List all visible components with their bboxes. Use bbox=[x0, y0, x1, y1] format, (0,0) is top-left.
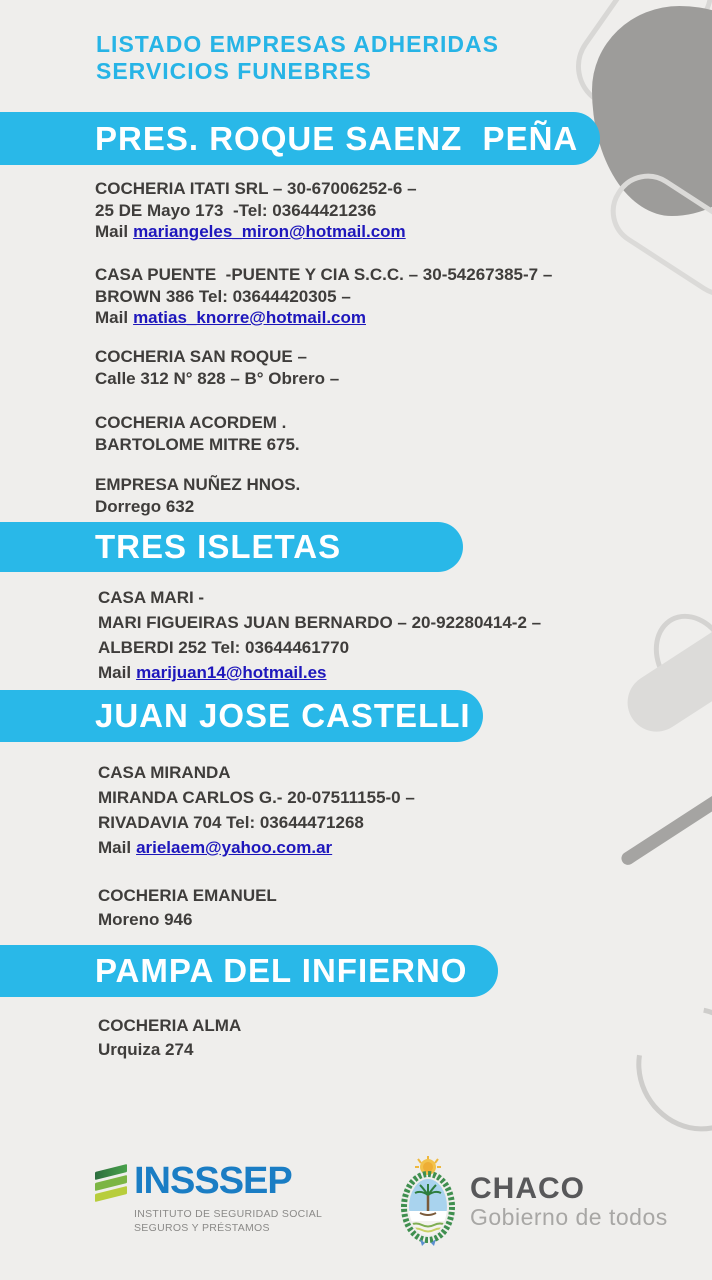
company-line: CASA MARI - bbox=[98, 588, 205, 607]
company-mail-line bbox=[95, 307, 552, 329]
mail-label: Mail bbox=[95, 222, 129, 241]
company-line: COCHERIA ALMA bbox=[98, 1016, 242, 1035]
email-link[interactable]: marijuan14@hotmail.es bbox=[136, 663, 327, 682]
email-link[interactable]: arielaem@yahoo.com.ar bbox=[136, 838, 333, 857]
company-line: COCHERIA EMANUEL bbox=[98, 886, 277, 905]
city-banner-label: JUAN JOSE CASTELLI bbox=[95, 697, 471, 734]
company-line: COCHERIA ITATI SRL – 30-67006252-6 – bbox=[95, 179, 417, 198]
company-entry-cocheria-acordem bbox=[95, 412, 300, 455]
inssep-wordmark: INSSSEP bbox=[134, 1160, 292, 1202]
company-line: Dorrego 632 bbox=[95, 496, 195, 516]
company-line: CASA MIRANDA bbox=[98, 763, 231, 782]
company-line: BARTOLOME MITRE 675. bbox=[95, 434, 300, 454]
city-banner-pampa-del-infierno bbox=[0, 945, 498, 997]
company-line: COCHERIA ACORDEM . bbox=[95, 413, 287, 432]
mail-label: Mail bbox=[98, 663, 132, 682]
company-line: 25 DE Mayo 173 -Tel: 03644421236 bbox=[95, 200, 377, 220]
company-mail-line bbox=[98, 835, 415, 860]
chaco-logo bbox=[400, 1155, 668, 1247]
chaco-tagline: Gobierno de todos bbox=[470, 1203, 668, 1230]
decor-gray-blob-icon bbox=[592, 6, 712, 216]
city-banner-juan-jose-castelli bbox=[0, 690, 483, 742]
company-entry-casa-miranda bbox=[98, 760, 415, 860]
chaco-text bbox=[470, 1173, 668, 1230]
company-line: MARI FIGUEIRAS JUAN BERNARDO – 20-92280414-2 – bbox=[98, 613, 542, 632]
company-mail-line bbox=[98, 660, 541, 685]
inssep-subtitle bbox=[134, 1207, 322, 1235]
decor-hook-outline-icon bbox=[612, 983, 712, 1156]
mail-label: Mail bbox=[95, 308, 129, 327]
city-banner-label: TRES ISLETAS bbox=[95, 528, 342, 565]
decor-outline-capsule-top-icon bbox=[559, 0, 712, 126]
inssep-stripes-icon bbox=[95, 1168, 127, 1201]
decor-filled-capsule-icon bbox=[616, 611, 712, 742]
decor-diagonal-bar-icon bbox=[619, 786, 712, 868]
company-entry-cocheria-san-roque bbox=[95, 346, 339, 389]
company-line: COCHERIA SAN ROQUE – bbox=[95, 347, 307, 366]
company-entry-cocheria-emanuel bbox=[98, 884, 277, 932]
company-entry-casa-puente bbox=[95, 264, 552, 329]
company-line: CASA PUENTE -PUENTE Y CIA S.C.C. – 30-54267385-7 – bbox=[95, 265, 553, 284]
page-title-line2: SERVICIOS FUNEBRES bbox=[96, 58, 372, 84]
decor-ring-icon bbox=[639, 600, 712, 713]
city-banner-tres-isletas bbox=[0, 522, 463, 572]
company-line: Urquiza 274 bbox=[98, 1040, 194, 1059]
company-line: MIRANDA CARLOS G.- 20-07511155-0 – bbox=[98, 788, 415, 807]
page-title bbox=[96, 31, 499, 85]
company-line: Moreno 946 bbox=[98, 910, 193, 929]
company-mail-line bbox=[95, 221, 417, 243]
company-line: ALBERDI 252 Tel: 03644461770 bbox=[98, 638, 350, 657]
company-entry-cocheria-itati bbox=[95, 178, 417, 243]
inssep-logo bbox=[95, 1162, 322, 1235]
city-banner-label: PAMPA DEL INFIERNO bbox=[95, 952, 468, 989]
page-title-line1: LISTADO EMPRESAS ADHERIDAS bbox=[96, 31, 499, 57]
chaco-wordmark: CHACO bbox=[470, 1171, 585, 1205]
company-entry-empresa-nunez bbox=[95, 474, 300, 517]
company-line: EMPRESA NUÑEZ HNOS. bbox=[95, 475, 301, 494]
city-banner-label: PRES. ROQUE SAENZ PEÑA bbox=[95, 119, 579, 157]
chaco-crest-icon bbox=[400, 1155, 456, 1247]
mail-label: Mail bbox=[98, 838, 132, 857]
company-line: Calle 312 N° 828 – B° Obrero – bbox=[95, 368, 340, 388]
company-line: BROWN 386 Tel: 03644420305 – bbox=[95, 286, 351, 306]
inssep-subtitle-line2: SEGUROS Y PRÉSTAMOS bbox=[134, 1222, 270, 1234]
city-banner-pres-roque-saenz-pena bbox=[0, 112, 600, 165]
company-entry-casa-mari bbox=[98, 585, 541, 685]
email-link[interactable]: mariangeles_miron@hotmail.com bbox=[133, 222, 406, 241]
inssep-subtitle-line1: INSTITUTO DE SEGURIDAD SOCIAL bbox=[134, 1208, 323, 1220]
decor-outline-capsule-mid-icon bbox=[597, 160, 712, 310]
email-link[interactable]: matias_knorre@hotmail.com bbox=[133, 308, 366, 327]
company-line: RIVADAVIA 704 Tel: 03644471268 bbox=[98, 813, 364, 832]
company-entry-cocheria-alma bbox=[98, 1014, 241, 1062]
